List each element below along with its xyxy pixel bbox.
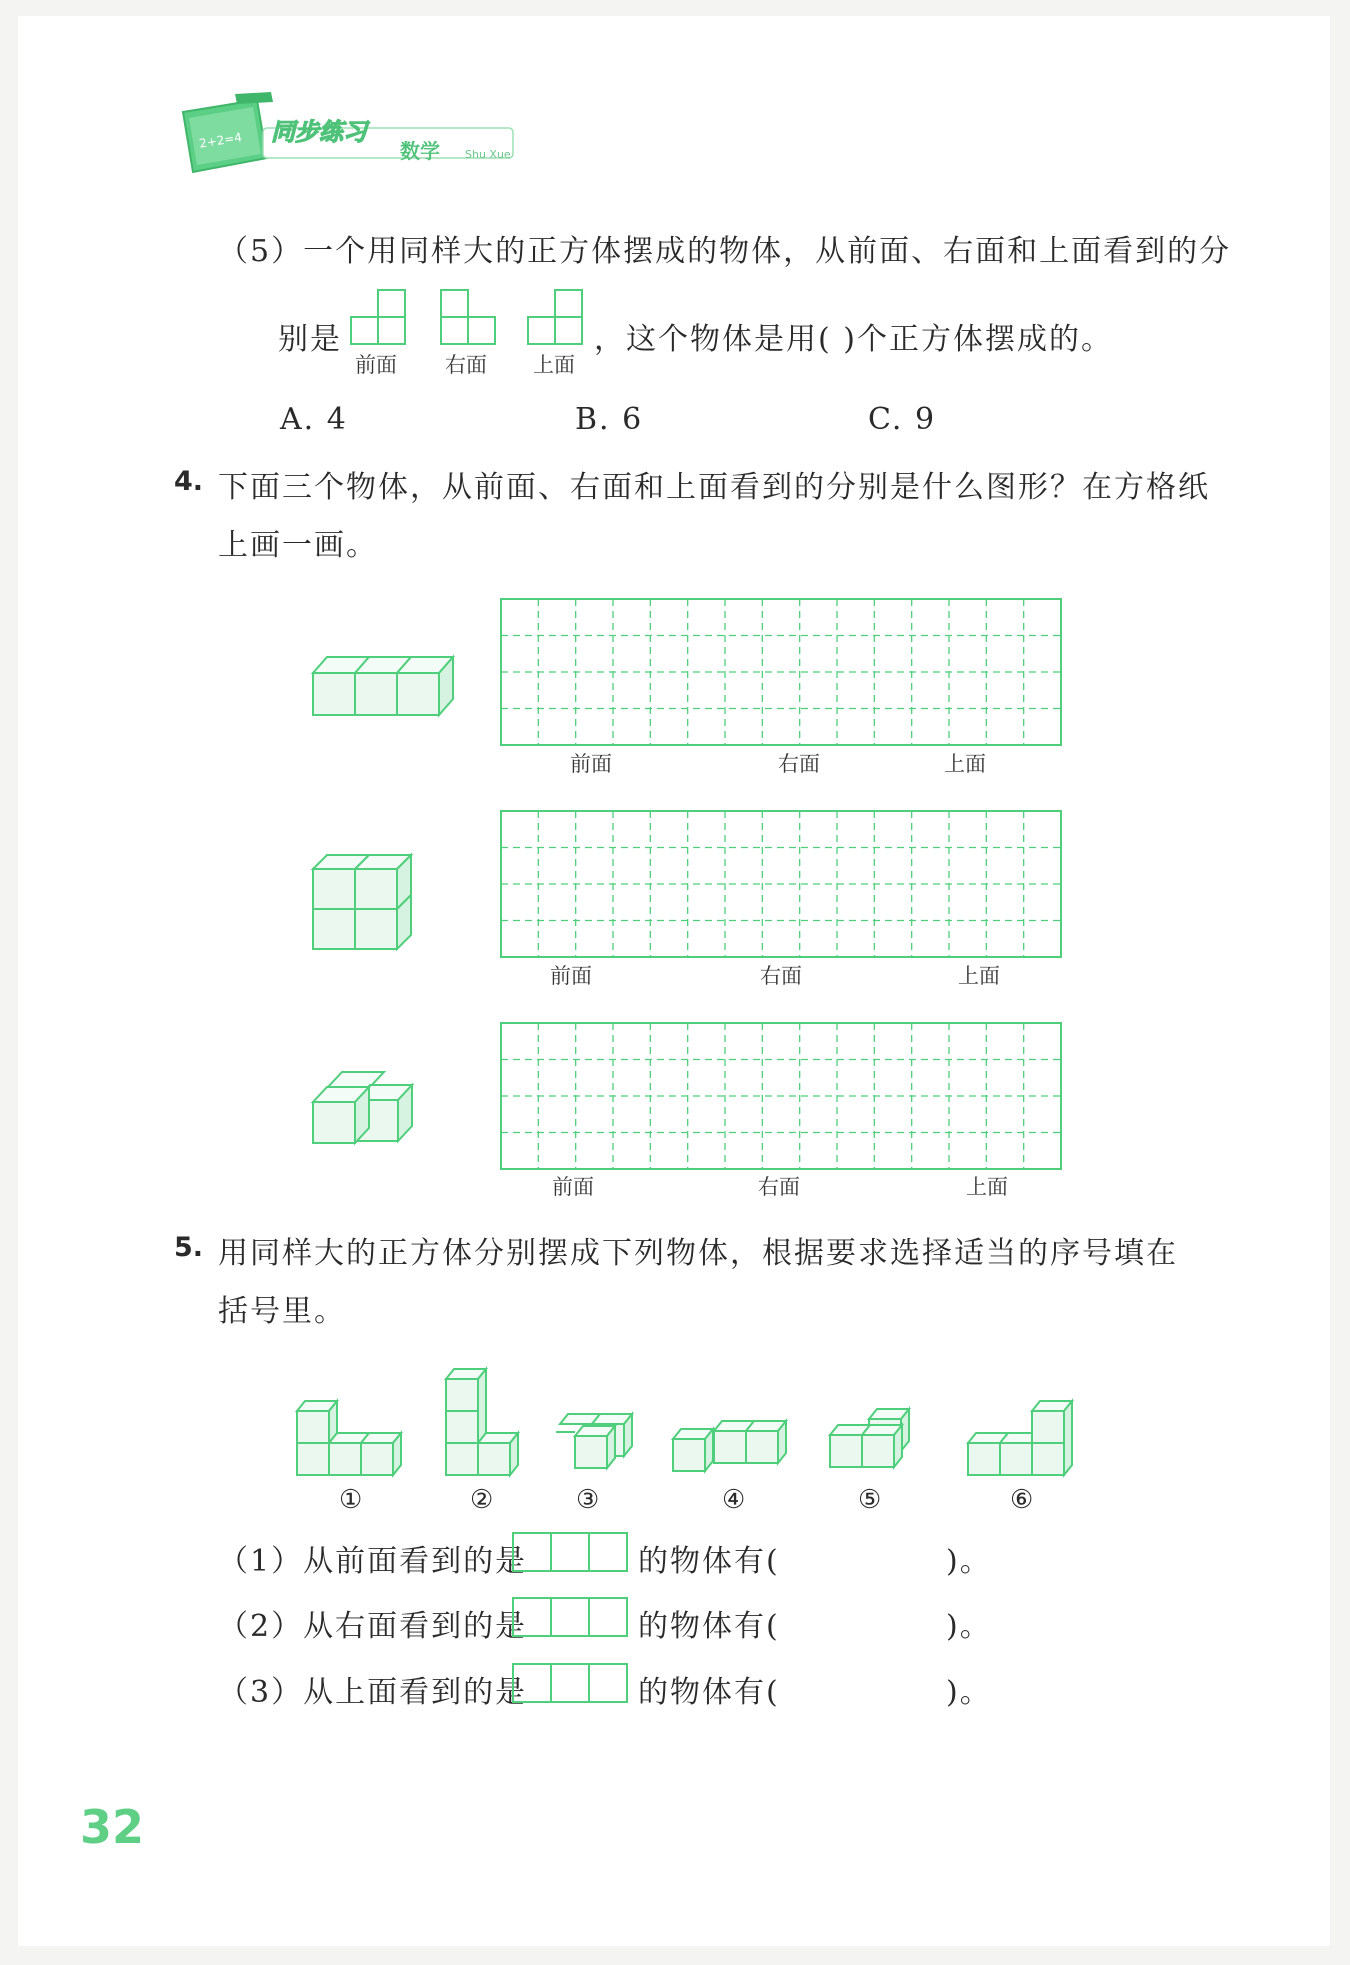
q4-grid1-label-top: 上面	[944, 752, 986, 776]
q5-part2-prefix: （2）从右面看到的是	[218, 1609, 528, 1644]
q5-object-number-5: ⑤	[858, 1485, 884, 1515]
q5-part3-prefix: （3）从上面看到的是	[218, 1675, 528, 1710]
q5-object-number-1: ①	[339, 1485, 365, 1515]
q5-object-4	[672, 1418, 797, 1483]
q5-object-number-4: ④	[722, 1485, 748, 1515]
q4-grid2-label-front: 前面	[550, 964, 592, 988]
q5-part1-close: )。	[946, 1544, 992, 1579]
q5-object-number-6: ⑥	[1010, 1485, 1036, 1515]
q4-grid2-label-right: 右面	[760, 964, 802, 988]
q4-object-3	[312, 1070, 432, 1160]
q5-object-3	[555, 1408, 645, 1483]
q4-grid3-label-front: 前面	[552, 1175, 594, 1199]
q4-grid1-label-front: 前面	[570, 752, 612, 776]
q4-grid1-label-right: 右面	[778, 752, 820, 776]
q5-part3-view-figure	[512, 1663, 630, 1705]
q4-grid-3[interactable]	[500, 1022, 1062, 1170]
q3-5-line2-suffix: ，这个物体是用( )个正方体摆成的。	[594, 322, 1113, 357]
q3-5-option-a[interactable]: A. 4	[280, 402, 348, 437]
q5-part1-answer-blank[interactable]	[780, 1530, 940, 1574]
q4-line2: 上画一画。	[218, 528, 378, 563]
q5-line1: 用同样大的正方体分别摆成下列物体，根据要求选择适当的序号填在	[218, 1236, 1178, 1271]
q5-part2-answer-blank[interactable]	[780, 1595, 940, 1639]
q4-line1: 下面三个物体，从前面、右面和上面看到的分别是什么图形？在方格纸	[218, 470, 1210, 505]
q3-5-line1: （5）一个用同样大的正方体摆成的物体，从前面、右面和上面看到的分	[218, 234, 1232, 269]
q5-part2-view-figure	[512, 1597, 630, 1639]
q5-number: 5.	[174, 1232, 204, 1263]
q4-grid2-label-top: 上面	[958, 964, 1000, 988]
q5-object-5	[829, 1403, 939, 1483]
q5-line2: 括号里。	[218, 1294, 346, 1329]
header-logo	[175, 92, 535, 182]
q3-5-front-view-figure	[350, 289, 410, 345]
q5-part2-suffix: 的物体有(	[638, 1609, 780, 1644]
q4-number: 4.	[174, 466, 204, 497]
q5-part1-suffix: 的物体有(	[638, 1544, 780, 1579]
q5-object-2	[445, 1366, 525, 1483]
q3-5-option-c[interactable]: C. 9	[868, 402, 937, 437]
q3-5-label-front: 前面	[355, 353, 397, 377]
q5-object-6	[967, 1398, 1082, 1483]
q4-grid3-label-right: 右面	[758, 1175, 800, 1199]
q4-object-1	[312, 655, 472, 731]
series-title: 同步练习	[271, 118, 367, 146]
q5-object-number-2: ②	[470, 1485, 496, 1515]
workbook-page	[18, 16, 1330, 1946]
q5-part3-close: )。	[946, 1675, 992, 1710]
q4-grid-1[interactable]	[500, 598, 1062, 746]
q4-object-2	[312, 853, 422, 953]
q3-5-right-view-figure	[440, 289, 500, 345]
q4-grid-2[interactable]	[500, 810, 1062, 958]
subject-pinyin: Shu Xue	[465, 148, 511, 161]
q3-5-label-top: 上面	[533, 353, 575, 377]
q3-5-top-view-figure	[527, 289, 587, 345]
q5-part3-suffix: 的物体有(	[638, 1675, 780, 1710]
q5-part3-answer-blank[interactable]	[780, 1661, 940, 1705]
q5-object-1	[296, 1398, 411, 1483]
q5-part2-close: )。	[946, 1609, 992, 1644]
page-number: 32	[80, 1800, 145, 1854]
q5-part1-prefix: （1）从前面看到的是	[218, 1544, 528, 1579]
q4-grid3-label-top: 上面	[966, 1175, 1008, 1199]
q3-5-label-right: 右面	[445, 353, 487, 377]
board-text: 2+2=4	[198, 130, 243, 151]
q3-5-line2-prefix: 别是	[278, 322, 342, 357]
q5-object-number-3: ③	[576, 1485, 602, 1515]
q3-5-option-b[interactable]: B. 6	[575, 402, 644, 437]
subject-title: 数学	[400, 139, 440, 163]
q5-part1-view-figure	[512, 1532, 630, 1574]
